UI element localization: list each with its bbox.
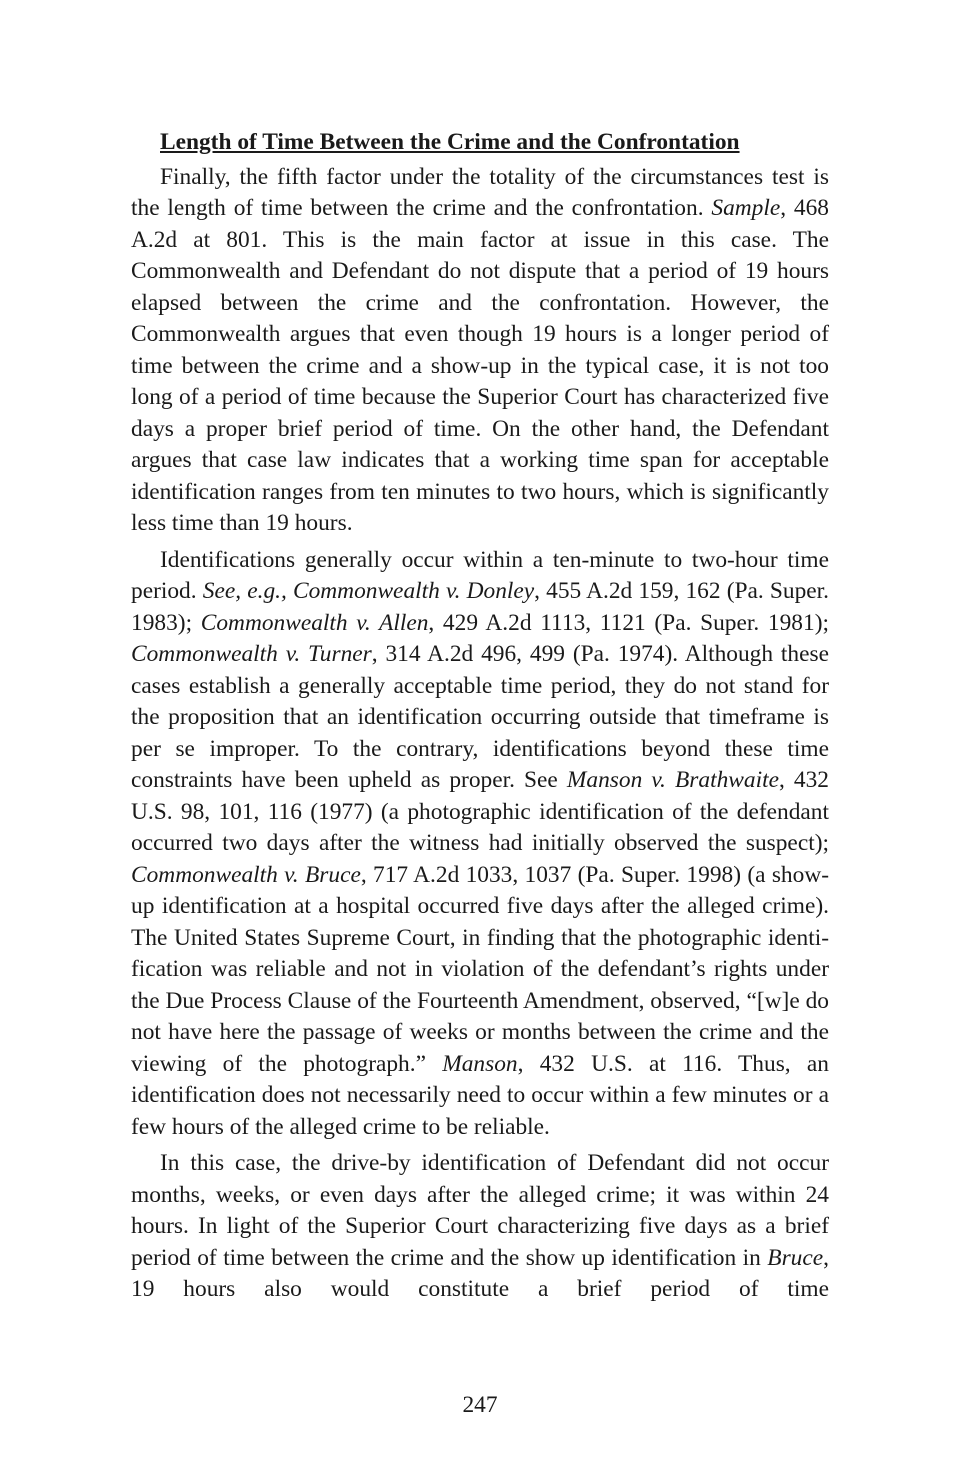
- paragraph: [131, 545, 829, 1144]
- citation-text: See, e.g., Commonwealth v. Donley: [202, 578, 535, 604]
- citation-text: Manson: [442, 1050, 518, 1077]
- citation-text: Sample: [711, 195, 781, 221]
- paragraphs: [131, 162, 829, 1306]
- page-number: 247: [462, 1392, 498, 1418]
- citation-text: Manson v. Brathwaite: [566, 767, 779, 793]
- body-text: , 432 U.S. 98, 101, 116 (1977) (a photographic identification of the defendant occurred two days after the witness had initially observed the suspect);: [131, 767, 829, 856]
- citation-text: Commonwealth v. Allen: [200, 609, 429, 636]
- body-text: , 19 hours also would constitute a brief period of time: [131, 1244, 829, 1302]
- page-body: [131, 127, 829, 1306]
- paragraph: [131, 1148, 829, 1306]
- citation-text: Commonwealth v. Bruce: [131, 861, 361, 888]
- section-heading: Length of Time Between the Crime and the Confrontation: [160, 129, 740, 155]
- body-text: , 432 U.S. at 116. Thus, an identification does not necessarily need to occur within a few minutes or a few hours of the alleged crime to be reliable.: [131, 1050, 829, 1140]
- body-text: Finally, the fifth factor under the totality of the circumstances test is the length of time between the crime and the confrontation.: [131, 163, 829, 221]
- citation-text: Commonwealth v. Turner: [131, 641, 372, 667]
- body-text: In this case, the drive-by identification of Defendant did not occur months, weeks, or even days after the alleged crime; it was within 24 hours. In light of the Superior Court characterizing five days as a brief period of time between the crime and the show up identification in: [131, 1150, 829, 1271]
- body-text: , 468 A.2d at 801. This is the main factor at issue in this case. The Commonwealth and Defendant do not dispute that a period of 19 hours elapsed between the crime and the confrontation. However, the Commonwealth argues that even though 19 hours is a longer period of time between the crime and a show-up in the typical case, it is not too long of a period of time because the Superior Court has characterized five days a proper brief period of time. On the other hand, the Defendant argues that case law indicates that a working time span for acceptable identification ranges from ten minutes to two hours, which is significantly less time than 19 hours.: [131, 195, 829, 536]
- paragraph: [131, 162, 829, 540]
- body-text: , 429 A.2d 1113, 1121 (Pa. Super. 1981);: [428, 609, 829, 636]
- body-text: , 717 A.2d 1033, 1037 (Pa. Super. 1998) (a show-up identification at a hospital occurred five days after the alleged crime). The United States Supreme Court, in finding that the photographic identification was reliable and not in violation of the defendant’s rights under the Due Process Clause of the Fourteenth Amendment, observed, “[w]e do not have here the passage of weeks or months between the crime and the viewing of the photograph.”: [131, 861, 829, 1077]
- citation-text: Bruce: [767, 1244, 824, 1271]
- body-text: , 455 A.2d 159, 162 (Pa. Super. 1983);: [131, 578, 830, 636]
- body-text: , 314 A.2d 496, 499 (Pa. 1974). Although these cases establish a generally acceptable time period, they do not stand for the proposition that an identification occurring outside that timeframe is per se improper. To the contrary, identifications beyond these time constraints have been upheld as proper. See: [131, 641, 829, 793]
- body-text: Identifications generally occur within a ten-minute to two-hour time period.: [131, 546, 829, 604]
